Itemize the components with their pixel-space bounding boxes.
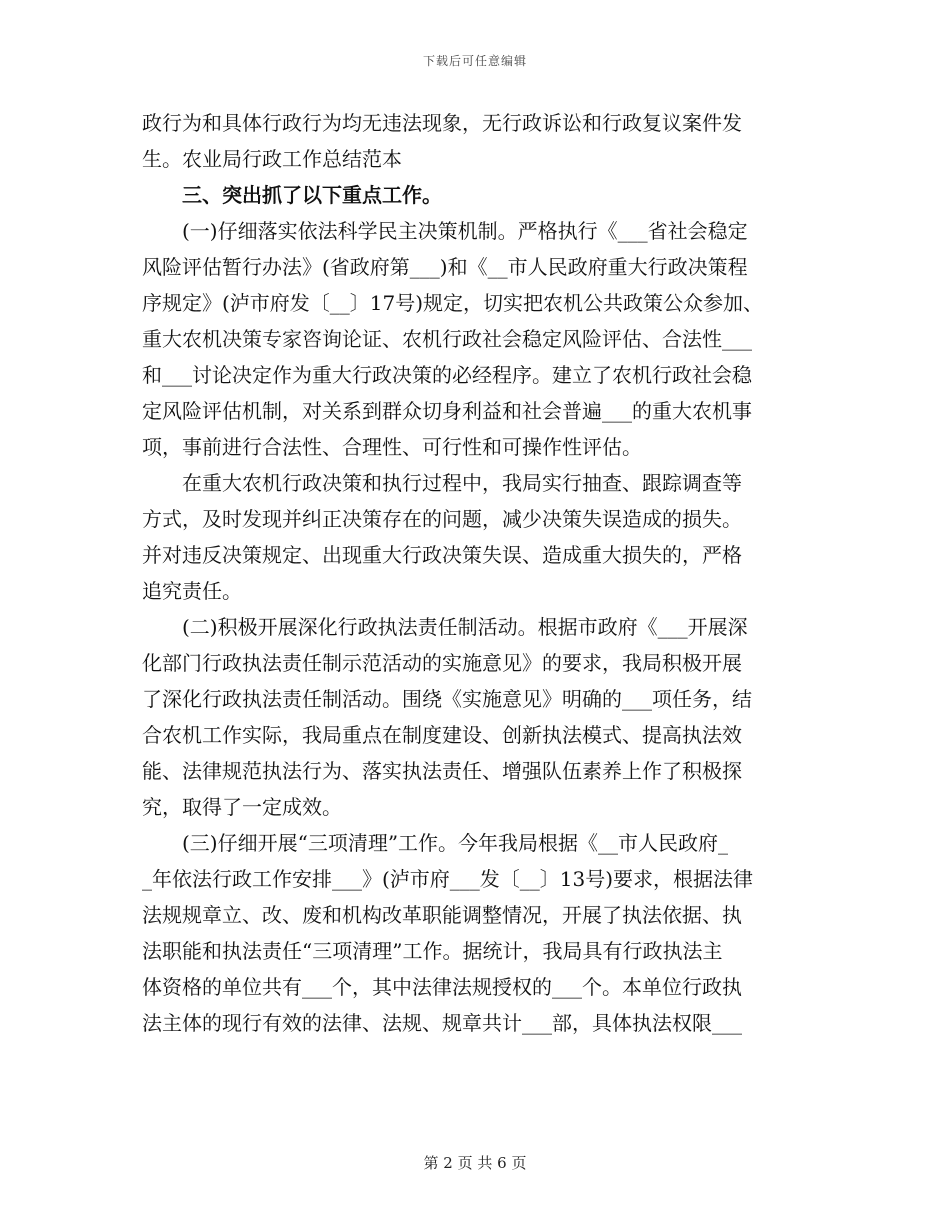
document-body [142,105,808,1041]
text-line: 合农机工作实际，我局重点在制度建设、创新执法模式、提高执法效 [142,723,742,747]
text-line: 了深化行政执法责任制活动。围绕《实施意见》明确的___项任务，结 [142,687,752,711]
text-line: 政行为和具体行政行为均无违法现象，无行政诉讼和行政复议案件发 [142,111,742,135]
text-line: (三)仔细开展“三项清理”工作。今年我局根据《__市人民政府_ [142,831,729,855]
text-line: 重大农机决策专家咨询论证、农机行政社会稳定风险评估、合法性___ [142,327,752,351]
page-number: 第 2 页 共 6 页 [423,1154,527,1172]
text-line: 化部门行政执法责任制示范活动的实施意见》的要求，我局积极开展 [142,651,742,675]
text-line: 序规定》(泸市府发〔__〕17号)规定，切实把农机公共政策公众参加、 [142,291,764,315]
text-line: 定风险评估机制，对关系到群众切身利益和社会普遍___的重大农机事 [142,399,752,423]
text-line: 体资格的单位共有___个，其中法律法规授权的___个。本单位行政执 [142,975,742,999]
text-line: 法主体的现行有效的法律、法规、规章共计___部，具体执法权限___ [142,1011,742,1035]
text-line: 项，事前进行合法性、合理性、可行性和可操作性评估。 [142,435,642,459]
text-line: 生。农业局行政工作总结范本 [142,147,402,171]
text-line: 究，取得了一定成效。 [142,795,342,819]
text-line: _年依法行政工作安排___》(泸市府___发〔__〕13号)要求，根据法律 [142,867,754,891]
text-line: 能、法律规范执法行为、落实执法责任、增强队伍素养上作了积极探 [142,759,742,783]
section-heading: 三、突出抓了以下重点工作。 [142,183,442,207]
text-line: 方式，及时发现并纠正决策存在的问题，减少决策失误造成的损失。 [142,507,742,531]
text-line: 在重大农机行政决策和执行过程中，我局实行抽查、跟踪调查等 [142,471,742,495]
text-line: 风险评估暂行办法》(省政府第___)和《__市人民政府重大行政决策程 [142,255,748,279]
text-line: (二)积极开展深化行政执法责任制活动。根据市政府《___开展深 [142,615,748,639]
text-line: 法规规章立、改、废和机构改革职能调整情况，开展了执法依据、执 [142,903,742,927]
text-line: 和___讨论决定作为重大行政决策的必经程序。建立了农机行政社会稳 [142,363,752,387]
text-line: 追究责任。 [142,579,242,603]
text-line: (一)仔细落实依法科学民主决策机制。严格执行《___省社会稳定 [142,219,748,243]
page-header: 下载后可任意编辑 [422,54,527,68]
text-line: 并对违反决策规定、出现重大行政决策失误、造成重大损失的，严格 [142,543,742,567]
text-line: 法职能和执法责任“三项清理”工作。据统计，我局具有行政执法主 [142,939,723,963]
